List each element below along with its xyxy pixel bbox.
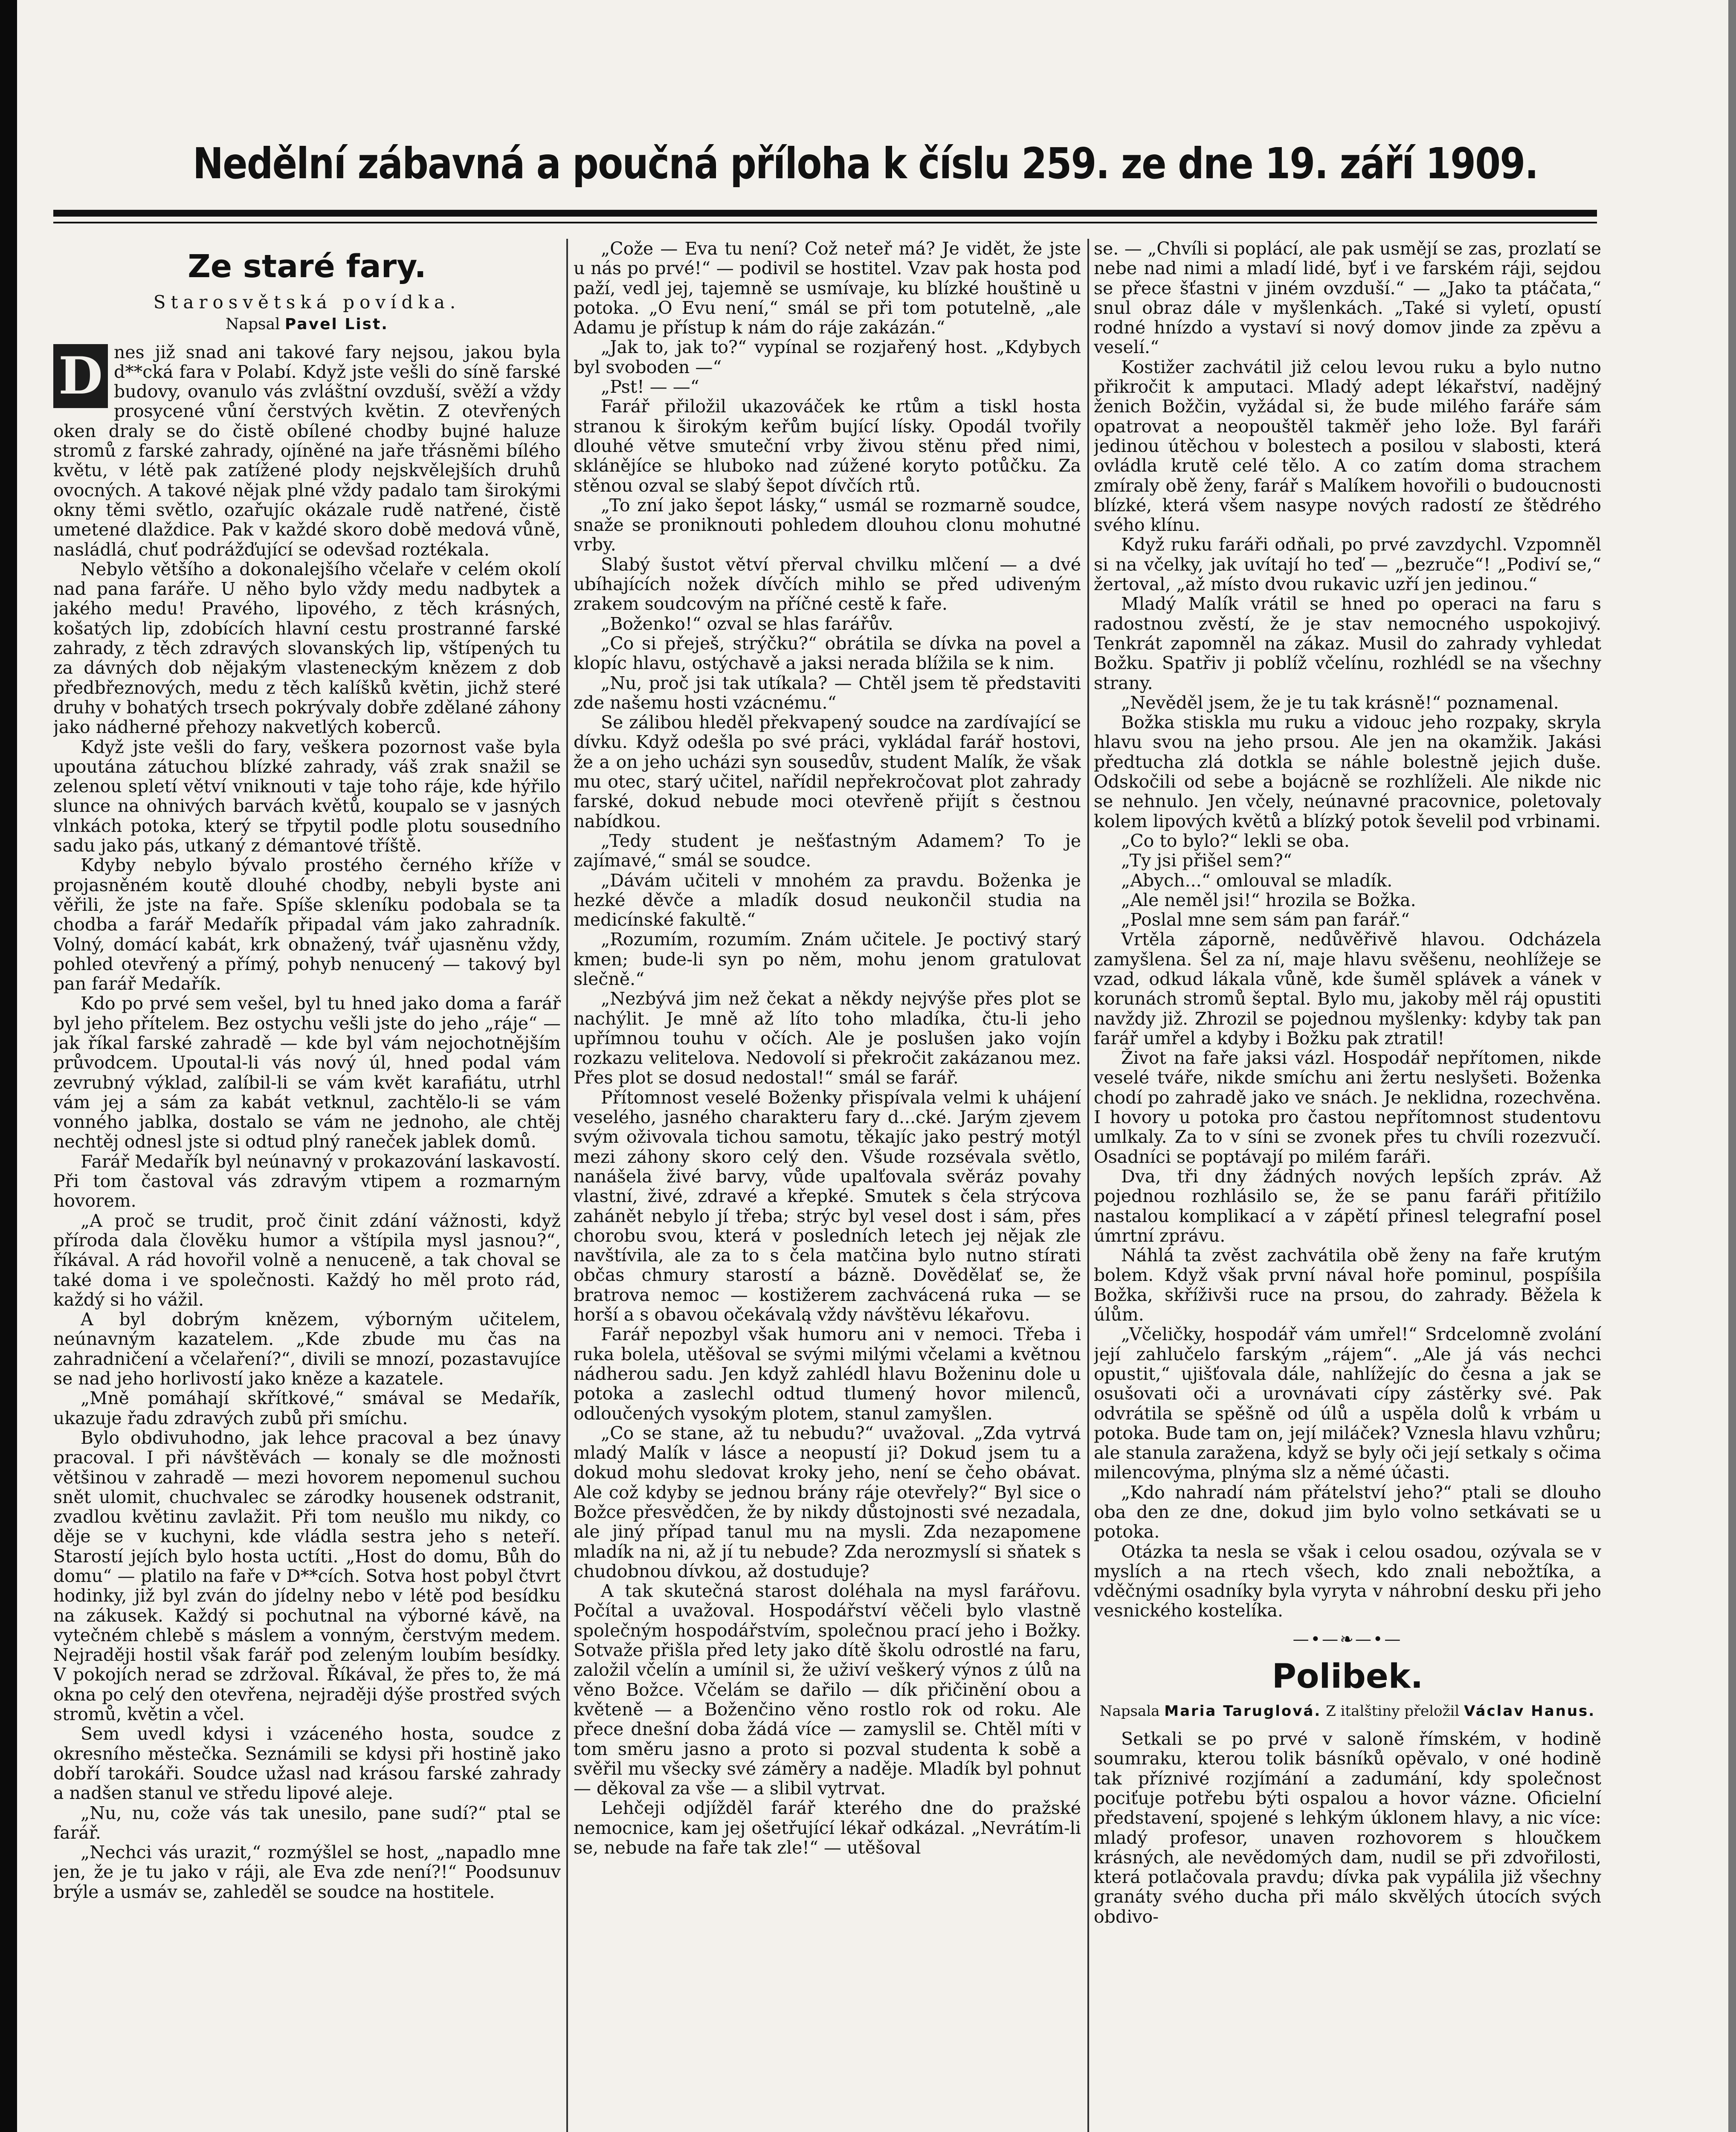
paragraph: „Nevěděl jsem, že je tu tak krásně!“ poznamenal. (1121, 692, 1559, 713)
column-3-text (1094, 239, 1601, 1621)
column-1 (53, 239, 561, 2132)
paragraph: Vrtěla záporně, nedůvěřivě hlavou. Odcházela zamyšlena. Šel za ní, maje hlavu svěšenu, neohlížeje se vzad, odkud lákala vůně, kde šuměl splávek a vánek v korunách stromů šeptal. Bylo mu, jakoby měl ráj opustiti navždy již. Zhrozil se pojednou myšlenky: kdyby tak pan farář umřel a kdyby i Božku pak ztratil! (1094, 929, 1601, 1049)
paragraph: nes již snad ani takové fary nejsou, jakou byla d**cká fara v Polabí. Když jste vešli do síně farské budovy, ovanulo vás zvláštní ovzduší, svěží a vždy prosycené vůní čerstvých květin. Z otevřených oken draly se do čistě obílené chodby bujné haluze stromů z farské zahrady, ojíněné na jaře třásněmi bílého květu, v létě pak zatížené plody nejskvělejších druhů ovocných. A takové nějak plné vždy padalo tam širokými okny těmi světlo, ozařujíc okázale rudě natřené, čistě umetené dlaždice. Pak v každé skoro době medová vůně, nasládlá, chuť podrážďující se odevšad roztékala. (53, 342, 561, 560)
paragraph: Farář Medařík byl neúnavný v prokazování laskavostí. Při tom častoval vás zdravým vtipem a rozmarným hovorem. (53, 1151, 561, 1211)
dropcap-letter: D (53, 344, 108, 408)
story2-text (1094, 1729, 1601, 1926)
paragraph: „Rozumím, rozumím. Znám učitele. Je poctivý starý kmen; bude-li syn po něm, mohu jenom gratulovat slečně.“ (574, 929, 1081, 989)
author-name: Pavel List. (284, 316, 388, 333)
byline-prefix: Napsala (1099, 1703, 1160, 1720)
paragraph: „Nu, nu, cože vás tak unesilo, pane sudí?“ ptal se farář. (53, 1802, 561, 1843)
paragraph: Mladý Malík vrátil se hned po operaci na faru s radostnou zvěstí, že je stav nemocného uspokojivý. Tenkrát zapomněl na zákaz. Musil do zahrady vyhledat Božku. Spatřiv ji poblíž včelínu, rozhlédl se na všechny strany. (1094, 594, 1601, 693)
paragraph: „Mně pomáhají skřítkové,“ smával se Medařík, ukazuje řadu zdravých zubů při smíchu. (53, 1388, 561, 1428)
story-byline (53, 315, 561, 334)
paragraph: „Abych...“ omlouval se mladík. (1121, 870, 1393, 891)
paragraph: „Poslal mne sem sám pan farář.“ (1121, 910, 1410, 930)
paragraph: A byl dobrým knězem, výborným učitelem, neúnavným kazatelem. „Kde zbude mu čas na zahradničení a včelaření?“, divili se mnozí, pozastavujíce se nad jeho horlivostí jako kněze a kazatele. (53, 1309, 561, 1389)
paragraph: „Ale neměl jsi!“ hrozila se Božka. (1121, 889, 1416, 910)
paragraph: „Co se stane, až tu nebudu?“ uvažoval. „Zda vytrvá mladý Malík v lásce a neopustí ji? Dokud jsem tu a dokud mohu sledovat kroky jeho, není se čeho obávat. Ale což kdyby se jednou brány ráje otevřely?“ Byl sice o Božce přesvědčen, že by nikdy důstojnosti své nezadala, ale jiný případ tanul mu na mysli. Zda nezapomene mladík na ni, až jí tu nebude? Zda nerozmyslí si sňatek s chudobnou dívkou, až dostuduje? (574, 1422, 1081, 1582)
page-edge-right (1728, 0, 1736, 2132)
paragraph: Když jste vešli do fary, veškera pozornost vaše byla upoutána zátuchou blízké zahrady, váš zrak snažil se zelenou spletí větví vniknouti v taje toho ráje, kde hýřilo slunce na ohnivých barvách květů, koupalo se v jasných vlnkách potoka, který se třpytil podle plotu sousedního sadu jako pás, utkaný z démantové tříště. (53, 736, 561, 856)
paragraph: „Dávám učiteli v mnohém za pravdu. Boženka je hezké děvče a mladík dosud neukončil studia na medicínské fakultě.“ (574, 870, 1081, 930)
paragraph: „Cože — Eva tu není? Což neteř má? Je vidět, že jste u nás po prvé!“ — podivil se hostitel. Vzav pak hosta pod paží, vedl jej, tajemně se usmívaje, ku blízké houštině u potoka. „O Evu není,“ smál se při tom potutelně, „ale Adamu je přístup k nám do ráje zakázán.“ (574, 239, 1081, 338)
translator-name: Václav Hanus. (1464, 1703, 1596, 1720)
paragraph: Když ruku faráři odňali, po prvé zavzdychl. Vzpomněl si na včelky, jak uvítají ho teď — „bezruče“! „Podiví se,“ žertoval, „až místo dvou rukavic uzří jen jedinou.“ (1094, 534, 1601, 595)
paragraph: „Nezbývá jim než čekat a někdy nejvýše přes plot se nachýlit. Je mně až líto toho mladíka, čtu-li jeho upřímnou touhu v očích. Ale je poslušen jako vojín rozkazu velitelova. Nedovolí si překročit zakázanou mez. Přes plot se dosud nedostal!“ smál se farář. (574, 988, 1081, 1088)
column-3 (1094, 239, 1601, 2132)
paragraph: „Boženko!“ ozval se hlas farářův. (601, 613, 893, 634)
paragraph: Kostižer zachvátil již celou levou ruku a bylo nutno přikročit k amputaci. Mladý adept lékařství, nadějný ženich Božčin, vyžádal si, že bude milého faráře sám opatrovat a neopouštěl takměř jeho lože. Byl faráři jedinou útěchou v bolestech a posilou v slabosti, která ovládla krutě celé tělo. A co zatím doma strachem zmíraly obě ženy, farář s Malíkem hovořili o budoucnosti blízké, která všem nasype nových radostí ze štědrého svého klínu. (1094, 356, 1601, 536)
paragraph: Bylo obdivuhodno, jak lehce pracoval a bez únavy pracoval. I při návštěvách — konaly se dle možnosti většinou v zahradě — mezi hovorem nepomenul suchou snět ulomit, chuchvalec se zárodky housenek odstranit, zvadlou květinu zavlažit. Při tom neušlo mu nikdy, co děje se v kuchyni, kde vládla sestra jeho s neteří. Starostí jejích bylo hosta uctíti. „Host do domu, Bůh do domu“ — platilo na faře v D**cích. Sotva host pobyl čtvrt hodinky, již byl zván do jídelny nebo v létě pod besídku na zákusek. Každý si pochutnal na výborné kávě, na vytečném chlebě s máslem a vonným, čerstvým medem. Nejraději hostil však farář pod zeleným loubím besídky. V pokojích nerad se zdržoval. Říkával, že přes to, že má okna po celý den otevřena, nejraději dýše prostřed svých stromů, květin a včel. (53, 1427, 561, 1725)
paragraph: Slabý šustot větví přerval chvilku mlčení — a dvé ubíhajících nožek dívčích mihlo se před udiveným zrakem soudcovým na příčné cestě k faře. (574, 554, 1081, 614)
translation-note: Z italštiny přeložil (1326, 1703, 1460, 1720)
paragraph: Dva, tři dny žádných nových lepších zpráv. Až pojednou rozhlásilo se, že se panu faráři přitížilo nastalou komplikací a v zápětí přinesl telegrafní posel úmrtní zprávu. (1094, 1166, 1601, 1246)
paragraph: „Nechci vás urazit,“ rozmýšlel se host, „napadlo mne jen, že je tu jako v ráji, ale Eva zde není?!“ Poodsunuv brýle a usmáv se, zahleděl se soudce na hostitele. (53, 1842, 561, 1902)
paragraph: „Tedy student je nešťastným Adamem? To je zajímavé,“ smál se soudce. (574, 830, 1081, 871)
paragraph: „To zní jako šepot lásky,“ usmál se rozmarně soudce, snaže se proniknouti pohledem dlouhou clonu mohutné vrby. (574, 495, 1081, 555)
paragraph: Kdo po prvé sem vešel, byl tu hned jako doma a farář byl jeho přítelem. Bez ostychu vešli jste do jeho „ráje“ — jak říkal farské zahradě — kde byl vám nejochotnějším průvodcem. Upoutal-li vás nový úl, hned podal vám zevrubný výklad, zalíbil-li se vám květ karafiátu, utrhl vám jej a sám za kabát vetknul, zachtělo-li se vám vonného jablka, dostalo se vám ne jednoho, ale chtěj nechtěj odnesl jste si odtud plný raneček jablek domů. (53, 993, 561, 1152)
paragraph: „Kdo nahradí nám přátelství jeho?“ ptali se dlouho oba den ze dne, dokud jim bylo volno setkávati se u potoka. (1094, 1482, 1601, 1542)
byline-prefix: Napsal (226, 316, 280, 333)
paragraph: „A proč se trudit, proč činit zdání vážnosti, když příroda dala člověku humor a vštípila mysl jasnou?“, říkával. A rád hovořil volně a nenuceně, a tak choval se také doma i ve společnosti. Každý ho měl proto rád, každý si ho vážil. (53, 1210, 561, 1310)
column-2-text (574, 239, 1081, 1857)
paragraph: Farář nepozbyl však humoru ani v nemoci. Třeba i ruka bolela, utěšoval se svými milými včelami a květnou nádherou sadu. Jen když zahlédl hlavu Boženinu dole u potoka a zaslechl odtud tlumený hovor milenců, odloučených vysokým plotem, stanul zamyšlen. (574, 1324, 1081, 1424)
column-divider (566, 239, 568, 2132)
column-divider (1087, 239, 1089, 2132)
column-1-text (53, 342, 561, 1902)
masthead-title: Nedělní zábavná a poučná příloha k číslu 259. ze dne 19. září 1909. (193, 139, 1538, 188)
paragraph: Život na faře jaksi vázl. Hospodář nepřítomen, nikde veselé tváře, nikde smíchu ani žertu neslyšeti. Boženka chodí po zahradě jako ve snách. Je neklidna, rozechvěna. I hovory u potoka pro častou nepřítomnost studentovu umlkaly. Za to v síni se zvonek přes tu chvíli rozezvučí. Osadníci se poptávají po milém faráři. (1094, 1048, 1601, 1167)
masthead-rule-thin (53, 222, 1597, 223)
paragraph: Otázka ta nesla se však i celou osadou, ozývala se v myslích a na rtech všech, kdo znali nebožtíka, a vděčnými osadníky byla vyryta v náhrobní desku při jeho vesnického kostelíka. (1094, 1541, 1601, 1621)
paragraph: „Nu, proč jsi tak utíkala? — Chtěl jsem tě představiti zde našemu hosti vzácnému.“ (574, 672, 1081, 713)
story-subtitle: Starosvětská povídka. (153, 292, 461, 313)
page-edge-shadow (0, 0, 17, 2132)
paragraph: „Ty jsi přišel sem?“ (1121, 850, 1292, 871)
paragraph: „Co si přeješ, strýčku?“ obrátila se dívka na povel a klopíc hlavu, ostýchavě a jaksi nerada blížila se k nim. (574, 633, 1081, 674)
section-ornament: —•—❧—•— (1293, 1629, 1403, 1648)
paragraph: „Jak to, jak to?“ vypínal se rozjařený host. „Kdybych byl svoboden —“ (574, 337, 1081, 377)
paragraph: Lehčeji odjížděl farář kterého dne do pražské nemocnice, kam jej ošetřující lékař odkázal. „Nevrátím-li se, nebude na faře tak zle!“ — utěšoval (574, 1798, 1081, 1858)
paragraph: „Včeličky, hospodář vám umřel!“ Srdcelomně zvolání její zahlučelo farským „rájem“. „Ale já vás nechci opustit,“ ujišťovala dále, nahlížejíc do česna a jak se osušovati oči a urovnávati cípy zástěrky své. Pak odvrátila se spěšně od úlů a uspěla dolů k vrbám u potoka. Bude tam on, její miláček? Vznesla hlavu vzhůru; ale stanula zaražena, když se byly oči její setkaly s očima milencovýma, plnýma slz a němé účasti. (1094, 1324, 1601, 1483)
story2-title: Polibek. (1272, 1657, 1423, 1696)
masthead-rule (53, 210, 1597, 217)
paragraph: A tak skutečná starost doléhala na mysl farářovu. Počítal a uvažoval. Hospodářství věčeli bylo vlastně společným hospodářstvím, společnou prací jeho i Božky. Sotvaže přišla před lety jako dítě školu odrostlé na faru, založil včelín a umínil si, že uživí veškerý výnos z úlů na věno Božce. Včelám se dařilo — dík přičinění obou a květeně — a Boženčino věno rostlo rok od roku. Ale přece dnešní doba žádá více — zamyslil se. Chtěl míti v tom směru jasno a proto si pozval studenta k sobě a svěřil mu všecky své záměry a naděje. Mladík byl pohnut — děkoval za vše — a slibil vytrvat. (574, 1581, 1081, 1799)
story2-byline (1094, 1702, 1601, 1721)
paragraph: „Pst! — —“ (601, 377, 699, 397)
paragraph: Náhlá ta zvěst zachvátila obě ženy na faře krutým bolem. Když však první nával hoře pominul, pospíšila Božka, skříživši ruce na prsou, do zahrady. Běžela k úlům. (1094, 1245, 1601, 1325)
paragraph: Farář přiložil ukazováček ke rtům a tiskl hosta stranou k širokým keřům bující lísky. Opodál tvořily dlouhé větve smuteční vrby živou stěnu před nimi, sklánějíce se hluboko nad zúžené koryto potůčku. Za stěnou ozval se slabý šepot dívčích rtů. (574, 396, 1081, 496)
paragraph: Setkali se po prvé v saloně římském, v hodině soumraku, kterou tolik básníků opěvalo, v oné hodině tak příznivé rozjímání a zadumání, kdy společnost pociťuje potřebu býti ospalou a hovor vázne. Oficielní představení, spojené s lehkým úklonem hlavy, a nic více: mladý profesor, unaven rozhovorem s hloučkem krásných, ale nevědomých dam, nudil se při zdvořilosti, která potlačovala pravdu; dívka pak vypálila již všechny granáty svého ducha při málo skvělých útocích svých obdivo- (1094, 1729, 1601, 1927)
paragraph: Se zálibou hleděl překvapený soudce na zardívající se dívku. Když odešla po své práci, vykládal farář hostovi, že a on jeho ucházi syn sousedův, student Malík, že však mu otec, starý učitel, nařídil nepřekročovat plot zahrady farské, dokud nebude moci otevřeně přijít s čestnou nabídkou. (574, 712, 1081, 831)
author-name: Maria Taruglová. (1164, 1703, 1322, 1720)
paragraph: Sem uvedl kdysi i vzáceného hosta, soudce z okresního městečka. Seznámili se kdysi při hostině jako dobří tarokáři. Soudce užasl nad krásou farské zahrady a nadšen stanul ve středu lipové aleje. (53, 1724, 561, 1804)
paragraph: se. — „Chvíli si poplácí, ale pak usmějí se zas, prozlatí se nebe nad nimi a mladí lidé, byť i ve farském ráji, sejdou se přece šťastni v jiném ovzduší.“ — „Jako ta ptáčata,“ snul obraz dále v myšlenkách. „Také si vyletí, opustí rodné hnízdo a vystaví si nový domov jinde za zpěvu a veselí.“ (1094, 239, 1601, 358)
paragraph: Božka stiskla mu ruku a vidouc jeho rozpaky, skryla hlavu svou na jeho prsou. Ale jen na okamžik. Jakási předtucha zlá dotkla se náhle bolestně jejich duše. Odskočili od sebe a bojácně se rozhlíželi. Ale nikde nic se nehnulo. Jen včely, neúnavné pracovnice, poletovaly kolem lipových květů a blízký potok ševelil pod vrbinami. (1094, 712, 1601, 831)
column-2 (574, 239, 1081, 2132)
paragraph: Kdyby nebylo bývalo prostého černého kříže v projasněném koutě dlouhé chodby, nebyli byste ani věřili, že jste na faře. Spíše skleníku podobala se ta chodba a farář Medařík připadal vám jako zahradník. Volný, domácí kabát, krk obnažený, tvář ujasněnu vždy, pohled otevřený a přímý, pohyb nenucený — takový byl pan farář Medařík. (53, 855, 561, 994)
paragraph: Přítomnost veselé Boženky přispívala velmi k uhájení veselého, jasného charakteru fary d...cké. Jarým zjevem svým oživovala tichou samotu, těkajíc jako pestrý motýl mezi záhony skoro celý den. Všude rozsévala světlo, nanášela živé barvy, vůde upalťovala svěráz povahy vlastní, živé, zdravé a křepké. Smutek s čela strýcova zahánět nebylo jí třeba; strýc byl vesel dost i sám, přes chorobu svou, která v posledních letech jej nějak zle navštívila, ale za to s čela matčina bylo nutno stírati občas chmury starostí a bázně. Dovědělať se, že bratrova nemoc — kostižerem zachvácená ruka — se horší a s obavou očekávalą vždy návštěvu lékařovu. (574, 1087, 1081, 1325)
paragraph: „Co to bylo?“ lekli se oba. (1121, 830, 1350, 851)
paragraph: Nebylo většího a dokonalejšího včelaře v celém okolí nad pana faráře. U něho bylo vždy medu nadbytek a jakého medu! Pravého, lipového, z těch krásných, košatých lip, zdobících hlavní cestu prostranné farské zahrady, z těch zdravých slovanských lip, vštípených tu za dávných dob nějakým vlasteneckým knězem z dob předbřeznových, medu z těch kalíšků květin, jichž steré druhy v bohatých trsech pokrývaly dobře zdělané záhony jako nádherné přehozy nakvetlých koberců. (53, 559, 561, 738)
story-title: Ze staré fary. (188, 248, 426, 285)
